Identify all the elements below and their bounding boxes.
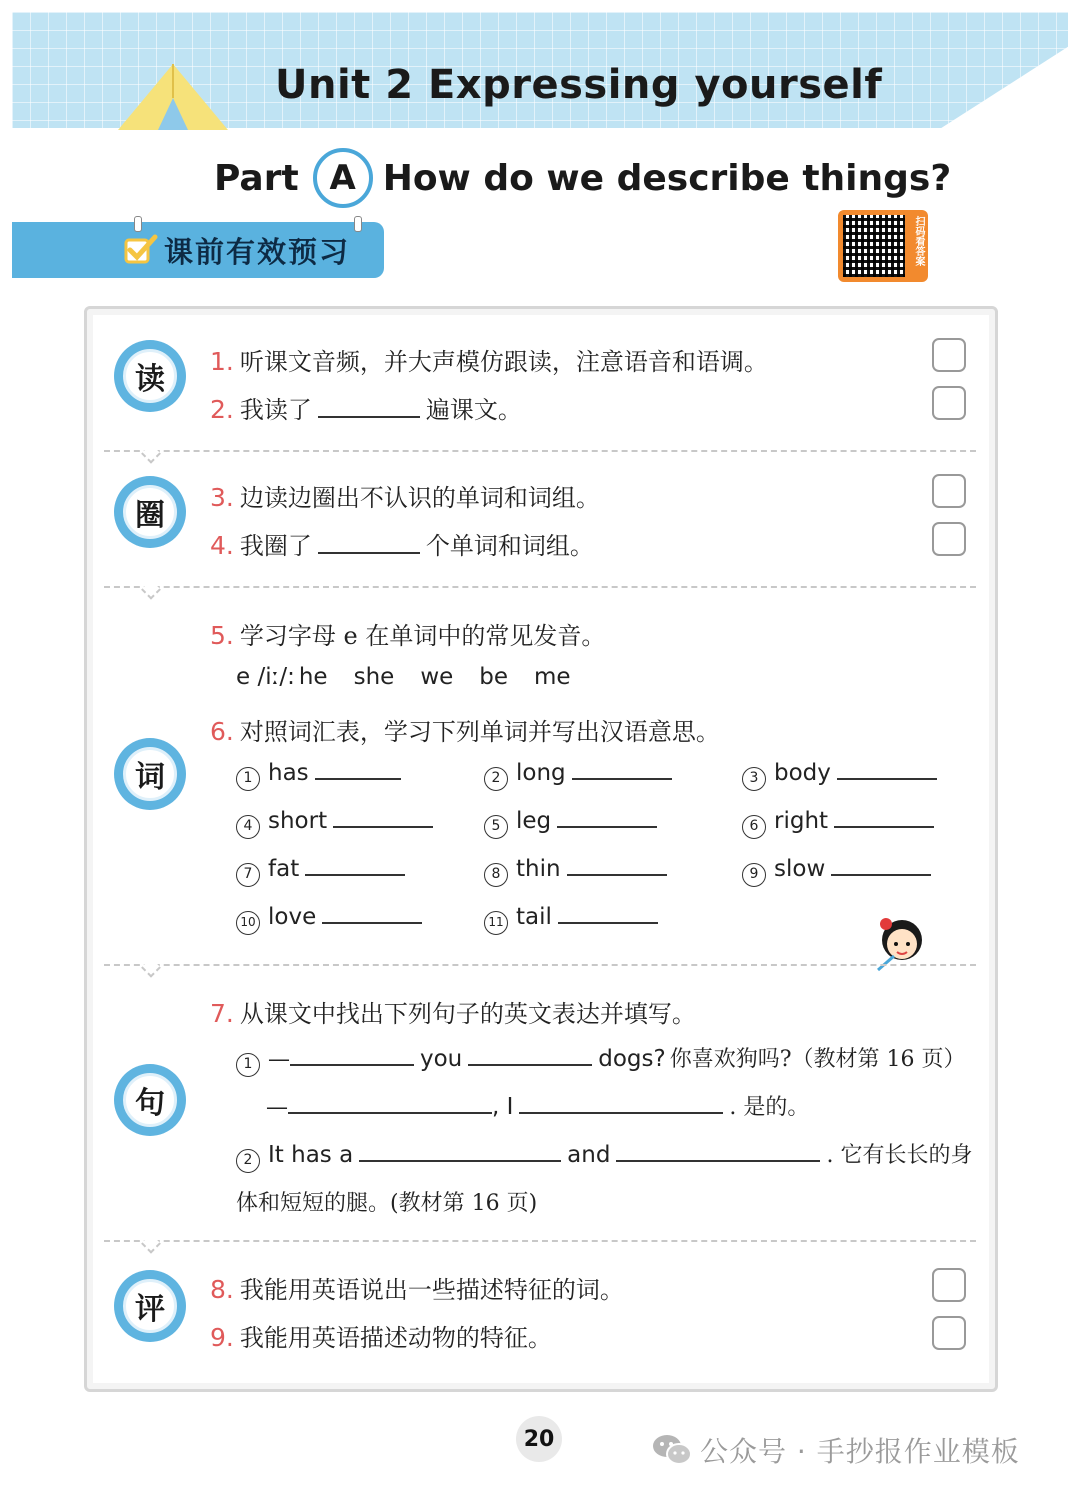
phonics-line bbox=[236, 664, 571, 690]
sentence-badge-label: 句 bbox=[123, 1073, 177, 1127]
fill-blank[interactable] bbox=[468, 1046, 592, 1066]
read-badge-label: 读 bbox=[123, 349, 177, 403]
item-8 bbox=[210, 1270, 624, 1305]
sentence-2-cont bbox=[236, 1186, 537, 1217]
vocab-item bbox=[742, 808, 940, 837]
qr-code-badge[interactable] bbox=[838, 210, 928, 282]
vocab-number: 10 bbox=[236, 911, 260, 935]
vocab-word: tail bbox=[516, 904, 552, 930]
pin-icon bbox=[134, 216, 142, 232]
sentence-word: dogs? bbox=[598, 1046, 666, 1072]
vocab-number: 9 bbox=[742, 863, 766, 887]
vocab-number: 3 bbox=[742, 767, 766, 791]
item-2 bbox=[210, 390, 522, 425]
pin-icon bbox=[354, 216, 362, 232]
vocab-item bbox=[484, 760, 678, 789]
item-number: 3. bbox=[210, 483, 234, 512]
vocab-word: love bbox=[268, 904, 317, 930]
part-word: Part bbox=[214, 157, 299, 199]
item-text: 我圈了 bbox=[239, 532, 312, 560]
section-label bbox=[12, 222, 384, 278]
phonics-label: e /iː/: bbox=[236, 664, 295, 690]
item-number: 5. bbox=[210, 621, 234, 650]
vocab-item bbox=[236, 760, 407, 789]
part-letter-badge: A bbox=[313, 148, 373, 208]
fill-blank[interactable] bbox=[567, 856, 667, 876]
vocab-number: 4 bbox=[236, 815, 260, 839]
vocab-word: right bbox=[774, 808, 829, 834]
item-text: 对照词汇表，学习下列单词并写出汉语意思。 bbox=[239, 718, 720, 746]
read-badge bbox=[114, 340, 186, 412]
checkbox[interactable] bbox=[932, 1316, 966, 1350]
sentence-badge bbox=[114, 1064, 186, 1136]
vocab-item bbox=[236, 856, 411, 885]
item-5 bbox=[210, 616, 605, 651]
item-7 bbox=[210, 994, 696, 1029]
fill-blank[interactable] bbox=[359, 1142, 561, 1162]
fill-blank[interactable] bbox=[837, 760, 937, 780]
phonics-word: he bbox=[298, 664, 328, 690]
item-number: 2. bbox=[210, 395, 234, 424]
phonics-word: we bbox=[420, 664, 454, 690]
vocab-number: 7 bbox=[236, 863, 260, 887]
dashed-divider bbox=[104, 450, 976, 452]
fill-blank[interactable] bbox=[519, 1094, 723, 1114]
qr-code-icon[interactable] bbox=[843, 215, 905, 277]
fill-blank[interactable] bbox=[318, 398, 420, 418]
item-text: 从课文中找出下列句子的英文表达并填写。 bbox=[239, 1000, 696, 1028]
checkbox[interactable] bbox=[932, 338, 966, 372]
vocab-number: 2 bbox=[484, 767, 508, 791]
item-text: 我能用英语描述动物的特征。 bbox=[239, 1324, 552, 1352]
item-text: 学习字母 e 在单词中的常见发音。 bbox=[239, 622, 606, 650]
exercise-frame bbox=[84, 306, 998, 1392]
sentence-1 bbox=[236, 1042, 966, 1075]
item-6 bbox=[210, 712, 720, 747]
item-number: 8. bbox=[210, 1275, 234, 1304]
qr-label: 扫码看答案 bbox=[913, 216, 924, 266]
sentence-word: It has a bbox=[268, 1142, 354, 1168]
fill-blank[interactable] bbox=[572, 760, 672, 780]
item-text: 边读边圈出不认识的单词和词组。 bbox=[239, 484, 600, 512]
dash: — bbox=[266, 1095, 288, 1120]
dash: — bbox=[268, 1047, 290, 1072]
unit-title: Unit 2 Expressing yourself bbox=[275, 62, 883, 108]
vocab-word: slow bbox=[774, 856, 826, 882]
watermark-text: 公众号 · 手抄报作业模板 bbox=[700, 1435, 1020, 1468]
fill-blank[interactable] bbox=[318, 534, 420, 554]
item-1 bbox=[210, 342, 768, 377]
vocab-word: short bbox=[268, 808, 328, 834]
item-number: 6. bbox=[210, 717, 234, 746]
fill-blank[interactable] bbox=[305, 856, 405, 876]
word-badge-label: 词 bbox=[123, 747, 177, 801]
fill-blank[interactable] bbox=[834, 808, 934, 828]
vocab-number: 11 bbox=[484, 911, 508, 935]
dashed-divider bbox=[104, 964, 976, 966]
circle-badge bbox=[114, 476, 186, 548]
sentence-number: 2 bbox=[236, 1149, 260, 1173]
vocab-item bbox=[236, 808, 439, 837]
dashed-divider bbox=[104, 586, 976, 588]
item-9 bbox=[210, 1318, 552, 1353]
sentence-translation: . 它有长长的身 bbox=[826, 1143, 973, 1168]
checkbox[interactable] bbox=[932, 474, 966, 508]
sentence-word: and bbox=[567, 1142, 611, 1168]
vocab-word: leg bbox=[516, 808, 552, 834]
fill-blank[interactable] bbox=[288, 1094, 492, 1114]
vocab-item bbox=[742, 856, 937, 885]
item-number: 4. bbox=[210, 531, 234, 560]
vocab-number: 5 bbox=[484, 815, 508, 839]
section-title: 课前有效预习 bbox=[164, 234, 351, 269]
sentence-translation: 你喜欢狗吗?（教材第 16 页） bbox=[669, 1047, 966, 1072]
sentence-word: , I bbox=[492, 1094, 514, 1120]
item-text: 听课文音频，并大声模仿跟读，注意语音和语调。 bbox=[239, 348, 768, 376]
item-number: 1. bbox=[210, 347, 234, 376]
item-text: 遍课文。 bbox=[425, 396, 522, 424]
vocab-number: 6 bbox=[742, 815, 766, 839]
part-heading bbox=[214, 146, 951, 210]
sentence-word: you bbox=[420, 1046, 463, 1072]
sentence-translation: 体和短短的腿。(教材第 16 页) bbox=[236, 1191, 538, 1216]
item-number: 7. bbox=[210, 999, 234, 1028]
item-text: 我能用英语说出一些描述特征的词。 bbox=[239, 1276, 624, 1304]
phonics-word: she bbox=[353, 664, 395, 690]
eval-badge bbox=[114, 1270, 186, 1342]
vocab-word: has bbox=[268, 760, 309, 786]
checkbox[interactable] bbox=[932, 522, 966, 556]
vocab-word: body bbox=[774, 760, 831, 786]
phonics-word: me bbox=[534, 664, 571, 690]
item-text: 个单词和词组。 bbox=[425, 532, 594, 560]
sentence-number: 1 bbox=[236, 1053, 260, 1077]
vocab-word: fat bbox=[268, 856, 300, 882]
fill-blank[interactable] bbox=[831, 856, 931, 876]
vocab-item bbox=[742, 760, 943, 789]
word-badge bbox=[114, 738, 186, 810]
circle-badge-label: 圈 bbox=[123, 485, 177, 539]
phonics-word: be bbox=[479, 664, 509, 690]
checkbox[interactable] bbox=[932, 1268, 966, 1302]
vocab-number: 8 bbox=[484, 863, 508, 887]
fill-blank[interactable] bbox=[322, 904, 422, 924]
sentence-translation: . 是的。 bbox=[729, 1095, 810, 1120]
part-question: How do we describe things? bbox=[382, 157, 952, 199]
vocab-item bbox=[236, 904, 428, 933]
eval-badge-label: 评 bbox=[123, 1279, 177, 1333]
item-4 bbox=[210, 526, 594, 561]
fill-blank[interactable] bbox=[616, 1142, 820, 1162]
vocab-word: long bbox=[516, 760, 566, 786]
tent-illustration bbox=[108, 58, 238, 130]
item-3 bbox=[210, 478, 600, 513]
fill-blank[interactable] bbox=[333, 808, 433, 828]
checkbox[interactable] bbox=[932, 386, 966, 420]
vocab-number: 1 bbox=[236, 767, 260, 791]
fill-blank[interactable] bbox=[290, 1046, 414, 1066]
sentence-2 bbox=[236, 1138, 972, 1171]
item-number: 9. bbox=[210, 1323, 234, 1352]
watermark bbox=[652, 1430, 1020, 1470]
sentence-1-reply bbox=[266, 1090, 809, 1121]
fill-blank[interactable] bbox=[557, 808, 657, 828]
wechat-icon bbox=[652, 1433, 692, 1467]
vocab-item bbox=[484, 808, 663, 837]
vocab-item bbox=[484, 856, 673, 885]
fill-blank[interactable] bbox=[558, 904, 658, 924]
page-number: 20 bbox=[516, 1416, 562, 1462]
fill-blank[interactable] bbox=[315, 760, 401, 780]
vocab-item bbox=[484, 904, 664, 933]
checkmark-icon bbox=[124, 234, 158, 264]
item-text: 我读了 bbox=[239, 396, 312, 424]
dashed-divider bbox=[104, 1240, 976, 1242]
vocab-word: thin bbox=[516, 856, 561, 882]
